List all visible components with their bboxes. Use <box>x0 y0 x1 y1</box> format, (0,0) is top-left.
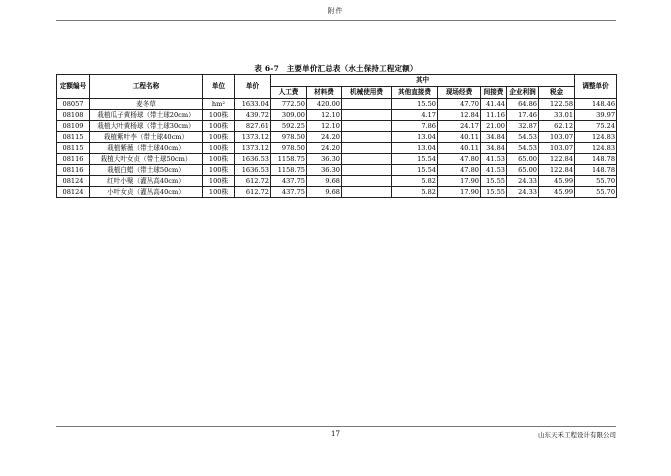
cell-machine <box>342 165 392 176</box>
cell-unit: 100株 <box>203 187 235 198</box>
cell-code: 08124 <box>57 176 90 187</box>
cell-indirect: 21.00 <box>481 121 507 132</box>
table-row <box>57 132 617 143</box>
table-row <box>57 154 617 165</box>
cell-code: 08116 <box>57 154 90 165</box>
cell-labor: 1158.75 <box>271 154 307 165</box>
cell-tax: 122.58 <box>539 99 575 110</box>
cell-tax: 45.99 <box>539 176 575 187</box>
cell-machine <box>342 154 392 165</box>
cell-code: 08115 <box>57 143 90 154</box>
cell-labor: 772.50 <box>271 99 307 110</box>
cell-profit: 24.33 <box>507 176 539 187</box>
col-header-tax: 税金 <box>539 87 575 99</box>
col-header-indirect: 间接费 <box>481 87 507 99</box>
cell-material: 12.10 <box>307 110 342 121</box>
cell-indirect: 11.16 <box>481 110 507 121</box>
cell-material: 36.30 <box>307 154 342 165</box>
cell-adjusted: 39.97 <box>575 110 617 121</box>
cell-labor: 592.25 <box>271 121 307 132</box>
cell-unit: 100株 <box>203 143 235 154</box>
cell-code: 08057 <box>57 99 90 110</box>
company-name: 山东天禾工程设计有限公司 <box>538 431 616 439</box>
cell-site: 40.11 <box>438 132 481 143</box>
cell-other-direct: 15.54 <box>392 165 438 176</box>
cell-profit: 64.86 <box>507 99 539 110</box>
footer-divider <box>56 426 616 427</box>
cell-machine <box>342 121 392 132</box>
table-row <box>57 110 617 121</box>
cell-site: 24.17 <box>438 121 481 132</box>
table-row <box>57 99 617 110</box>
cell-tax: 103.07 <box>539 143 575 154</box>
cell-unit: 100株 <box>203 176 235 187</box>
cell-other-direct: 15.54 <box>392 154 438 165</box>
cell-indirect: 41.44 <box>481 99 507 110</box>
table-row <box>57 176 617 187</box>
cell-tax: 33.01 <box>539 110 575 121</box>
cell-price: 1633.04 <box>235 99 271 110</box>
cell-adjusted: 148.46 <box>575 99 617 110</box>
col-header-machine: 机械使用费 <box>342 87 392 99</box>
cell-site: 17.90 <box>438 176 481 187</box>
cell-labor: 978.50 <box>271 143 307 154</box>
page-header-text: 附件 <box>327 7 344 15</box>
cell-material: 9.68 <box>307 187 342 198</box>
cell-indirect: 41.53 <box>481 154 507 165</box>
cell-adjusted: 55.70 <box>575 176 617 187</box>
cell-other-direct: 5.82 <box>392 176 438 187</box>
col-header-group: 其中 <box>271 75 575 87</box>
cell-adjusted: 55.70 <box>575 187 617 198</box>
cell-name: 栽植白蜡（带土球50cm） <box>90 165 203 176</box>
col-header-adjusted: 调整单价 <box>575 75 617 99</box>
cell-material: 36.30 <box>307 165 342 176</box>
col-header-site: 现场经费 <box>438 87 481 99</box>
cell-material: 24.20 <box>307 143 342 154</box>
cell-name: 红叶小檗（灌丛高40cm） <box>90 176 203 187</box>
header-divider <box>56 20 616 21</box>
table-row <box>57 121 617 132</box>
cell-name: 麦冬草 <box>90 99 203 110</box>
cell-unit: 100株 <box>203 165 235 176</box>
cell-adjusted: 148.78 <box>575 154 617 165</box>
cell-profit: 54.53 <box>507 143 539 154</box>
cell-price: 827.61 <box>235 121 271 132</box>
cell-indirect: 34.84 <box>481 143 507 154</box>
cell-labor: 1158.75 <box>271 165 307 176</box>
cell-adjusted: 124.83 <box>575 132 617 143</box>
cell-machine <box>342 143 392 154</box>
col-header-material: 材料费 <box>307 87 342 99</box>
cell-other-direct: 13.04 <box>392 143 438 154</box>
cell-indirect: 15.55 <box>481 176 507 187</box>
cell-code: 08124 <box>57 187 90 198</box>
cell-price: 1636.53 <box>235 154 271 165</box>
cell-tax: 103.07 <box>539 132 575 143</box>
cell-price: 1373.12 <box>235 132 271 143</box>
cell-price: 1373.12 <box>235 143 271 154</box>
cell-other-direct: 7.86 <box>392 121 438 132</box>
cell-machine <box>342 176 392 187</box>
cell-profit: 54.53 <box>507 132 539 143</box>
table-row <box>57 187 617 198</box>
col-header-price: 单价 <box>235 75 271 99</box>
cell-code: 08115 <box>57 132 90 143</box>
cell-machine <box>342 99 392 110</box>
cell-adjusted: 124.83 <box>575 143 617 154</box>
cell-code: 08108 <box>57 110 90 121</box>
cell-name: 栽植大叶女贞（带土球50cm） <box>90 154 203 165</box>
cell-adjusted: 75.24 <box>575 121 617 132</box>
col-header-other-direct: 其他直接费 <box>392 87 438 99</box>
cell-name: 栽植瓜子黄杨球（带土球20cm） <box>90 110 203 121</box>
cell-labor: 978.50 <box>271 132 307 143</box>
table-title: 表 6-7 主要单价汇总表（水土保持工程定额） <box>254 64 418 73</box>
cell-code: 08109 <box>57 121 90 132</box>
col-header-labor: 人工费 <box>271 87 307 99</box>
cell-price: 612.72 <box>235 176 271 187</box>
cell-unit: 100株 <box>203 110 235 121</box>
cell-material: 24.20 <box>307 132 342 143</box>
col-header-name: 工程名称 <box>90 75 203 99</box>
cell-indirect: 34.84 <box>481 132 507 143</box>
cell-tax: 122.84 <box>539 165 575 176</box>
cell-adjusted: 148.78 <box>575 165 617 176</box>
col-header-profit: 企业利润 <box>507 87 539 99</box>
unit-price-summary-table <box>56 74 617 198</box>
cell-machine <box>342 132 392 143</box>
cell-profit: 65.00 <box>507 165 539 176</box>
cell-profit: 17.46 <box>507 110 539 121</box>
cell-other-direct: 13.04 <box>392 132 438 143</box>
cell-other-direct: 4.17 <box>392 110 438 121</box>
cell-name: 栽植紫叶李（带土球40cm） <box>90 132 203 143</box>
cell-code: 08116 <box>57 165 90 176</box>
cell-unit: 100株 <box>203 132 235 143</box>
cell-machine <box>342 187 392 198</box>
col-header-code: 定额编号 <box>57 75 90 99</box>
cell-indirect: 15.55 <box>481 187 507 198</box>
cell-labor: 437.75 <box>271 176 307 187</box>
cell-site: 40.11 <box>438 143 481 154</box>
cell-material: 9.68 <box>307 176 342 187</box>
cell-name: 栽植大叶黄杨球（带土球30cm） <box>90 121 203 132</box>
cell-machine <box>342 110 392 121</box>
cell-site: 47.70 <box>438 99 481 110</box>
cell-site: 12.84 <box>438 110 481 121</box>
cell-profit: 65.00 <box>507 154 539 165</box>
cell-site: 47.80 <box>438 165 481 176</box>
cell-price: 1636.53 <box>235 165 271 176</box>
cell-labor: 309.00 <box>271 110 307 121</box>
cell-profit: 32.87 <box>507 121 539 132</box>
cell-material: 420.00 <box>307 99 342 110</box>
cell-name: 栽植紫薇（带土球40cm） <box>90 143 203 154</box>
cell-name: 小叶女贞（灌丛高40cm） <box>90 187 203 198</box>
cell-tax: 45.99 <box>539 187 575 198</box>
page-number: 17 <box>331 430 340 438</box>
cell-site: 17.90 <box>438 187 481 198</box>
cell-other-direct: 5.82 <box>392 187 438 198</box>
cell-site: 47.80 <box>438 154 481 165</box>
cell-price: 439.72 <box>235 110 271 121</box>
cell-other-direct: 15.50 <box>392 99 438 110</box>
col-header-unit: 单位 <box>203 75 235 99</box>
cell-unit: 100株 <box>203 154 235 165</box>
cell-tax: 122.84 <box>539 154 575 165</box>
cell-profit: 24.33 <box>507 187 539 198</box>
cell-unit: hm² <box>203 99 235 110</box>
cell-price: 612.72 <box>235 187 271 198</box>
cell-material: 12.10 <box>307 121 342 132</box>
table-row <box>57 165 617 176</box>
cell-unit: 100株 <box>203 121 235 132</box>
cell-tax: 62.12 <box>539 121 575 132</box>
cell-labor: 437.75 <box>271 187 307 198</box>
cell-indirect: 41.53 <box>481 165 507 176</box>
table-row <box>57 143 617 154</box>
